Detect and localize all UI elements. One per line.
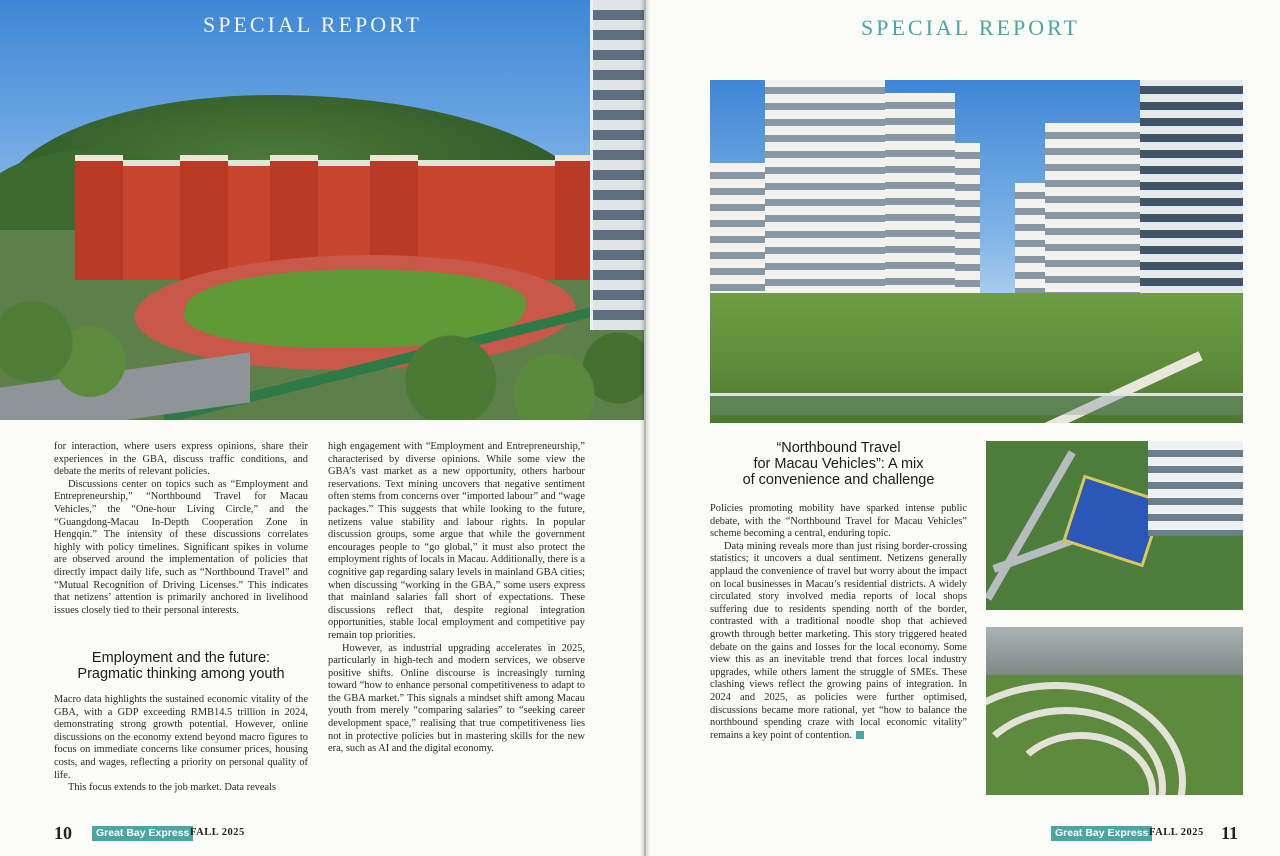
paragraph: However, as industrial upgrading accelerates in 2025, particularly in high-tech and modern services, we observe positive shifts. Online discourse is increasingly turning toward “how to enhance personal competitiveness to adapt to the GBA market.” This signals a mindset shift among Macau youth from merely “comparing salaries” to “seeking career development space,” realising that true competitiveness lies not in protective policies but in mastering skills for the new era, such as AI and the digital economy. — [328, 642, 585, 755]
running-head-left: SPECIAL REPORT — [203, 12, 422, 37]
subheading-line: Pragmatic thinking among youth — [77, 666, 285, 682]
paragraph: This focus extends to the job market. Data reveals — [68, 782, 277, 794]
paragraph: Macro data highlights the sustained economic vitality of the GBA, with a GDP exceeding RMB14.5 trillion in 2024, demonstrating strong growth potential. However, online discussions on the economy extend beyond macro figures to focus on immediate concerns like consumer prices, housing costs, and wages, reflecting a priority on personal quality of life. — [54, 694, 308, 781]
paragraph: high engagement with “Employment and Entrepreneurship,” characterised by diverse opinions. While some view the GBA’s vast market as a new opportunity, others harbour reservations. Text mining uncovers that negative sentiment often stems from concerns over “imported labour” and “wage packages.” This suggests that while looking to the future, netizens value stability and labour rights. In popular discussion groups, some argue that while the government encourages people to “go global,” it must also protect the employment rights of locals in Macau. Additionally, there is a cognitive gap regarding salary levels in mainland GBA cities; when discussing “working in the GBA,” some users express that mainland salaries fall short of expectations. These discussions reflect that, despite regional integration opportunities, stable local employment and competitive pay remain top priorities. — [328, 441, 586, 641]
paragraph: Discussions center on topics such as “Employment and Entrepreneurship,” “Northbound Travel for Macau Vehicles,” the “One-hour Living Circle,” and the “Guangdong-Macau In-Depth Cooperation Zone in Hengqin.” The intensity of these discussions correlates highly with policy timelines. Significant spikes in volume are observed around the implementation of policies that directly impact daily life, such as “Northbound Travel” and “Mutual Recognition of Driving Licenses.” This indicates that netizens’ attention is primarily anchored in livelihood issues closely tied to their personal interests. — [54, 478, 308, 616]
garden-pathways-photo — [986, 627, 1243, 795]
end-of-article-mark — [856, 731, 864, 739]
body-column-a — [54, 441, 308, 617]
aerial-sports-court-photo — [986, 441, 1243, 610]
right-page — [646, 0, 1280, 856]
paragraph — [710, 541, 967, 743]
subheading-line: “Northbound Travel — [776, 440, 901, 456]
page-number: 11 — [1221, 823, 1239, 843]
running-head-right: SPECIAL REPORT — [861, 15, 1080, 40]
paragraph-text: Data mining reveals more than just rising border-crossing statistics; it uncovers a dual sentiment. Netizens generally applaud the convenience of travel but worry about the impact on local businesses in Macau’s residential districts. A widely circulated story involved media reports of local shops suffering due to residents spending north of the border, contrasted with a traditional noodle shop that achieved growth through better marketing. This story triggered heated debate on the gains and losses for the local economy. Some view this as an inevitable trend that forces local industry upgrades, while others lament the struggle of SMEs. These clashing views reflect the growing pains of integration. In 2024 and 2025, as policies were further optimised, discussions became more rational, yet “how to balance the northbound spending craze with local economic vitality” remains a key point of contention. — [710, 540, 967, 741]
body-column-a-continued — [54, 694, 308, 795]
school-campus-photo — [0, 0, 644, 420]
paragraph: for interaction, where users express opinions, share their experiences in the GBA, discuss traffic conditions, and debate the merits of relevant policies. — [54, 441, 308, 478]
issue-label: FALL 2025 — [190, 827, 245, 838]
paragraph: Policies promoting mobility have sparked intense public debate, with the “Northbound Travel for Macau Vehicles” scheme becoming a central, enduring topic. — [710, 503, 967, 540]
body-column-c — [710, 503, 967, 742]
page-number: 10 — [54, 823, 72, 843]
spine-shadow — [640, 0, 650, 856]
issue-label: FALL 2025 — [1149, 827, 1204, 838]
subheading-line: of convenience and challenge — [742, 472, 935, 488]
subheading-northbound — [710, 440, 967, 488]
subheading-employment — [54, 650, 308, 682]
body-column-b — [328, 441, 585, 756]
magazine-logo: Great Bay Express — [92, 826, 193, 841]
residential-towers-photo — [710, 80, 1243, 423]
subheading-line: Employment and the future: — [91, 650, 271, 666]
subheading-line: for Macau Vehicles”: A mix — [753, 456, 924, 472]
magazine-logo: Great Bay Express — [1051, 826, 1152, 841]
